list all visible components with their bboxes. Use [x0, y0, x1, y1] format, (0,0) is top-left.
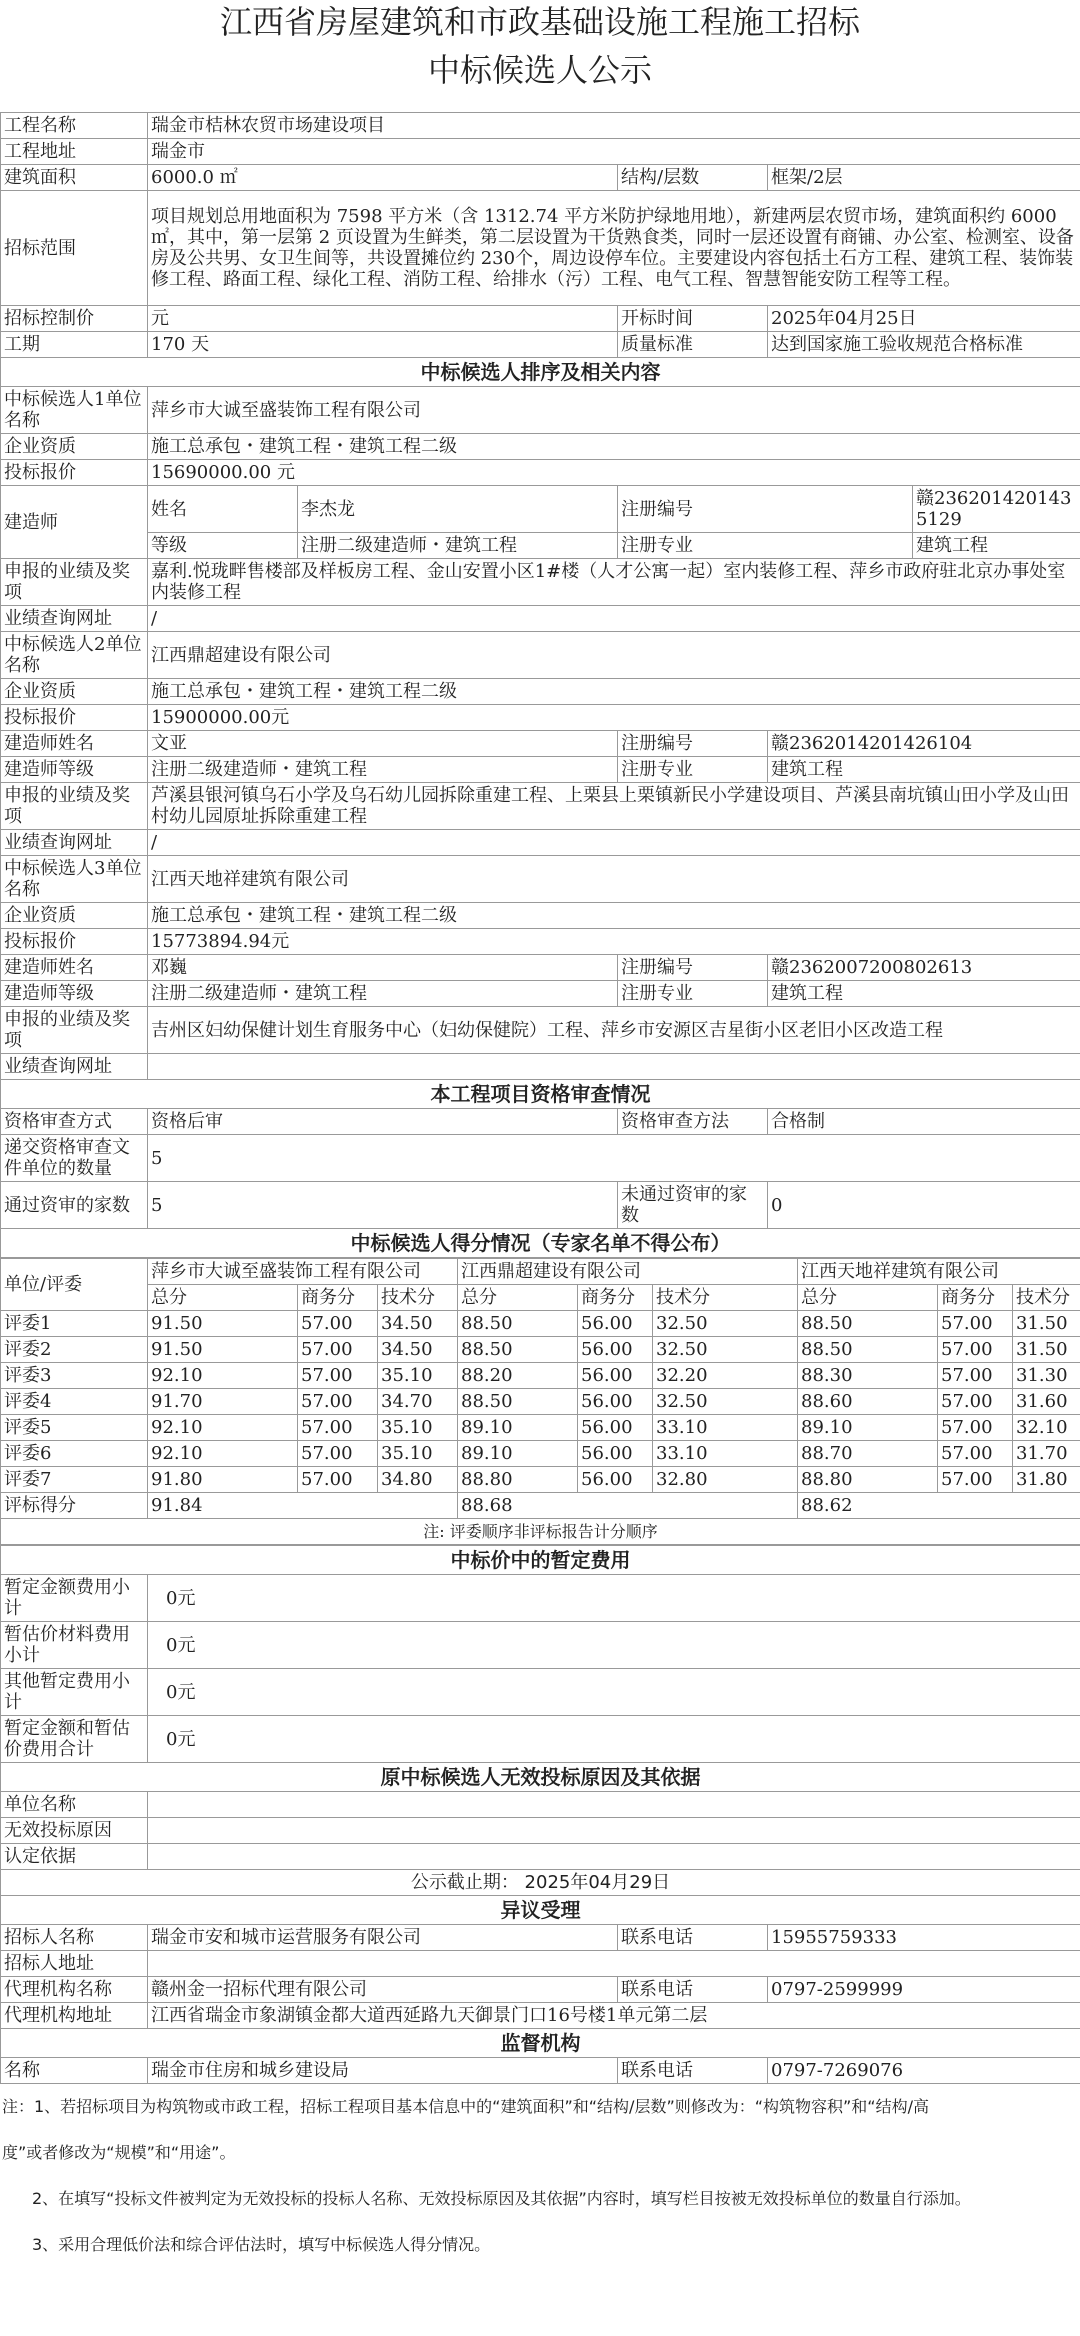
- tenderer-tel: 15955759333: [768, 1925, 1080, 1951]
- score-cell: 56.00: [578, 1467, 653, 1493]
- score-cell: 57.00: [298, 1441, 378, 1467]
- score-cell: 56.00: [578, 1337, 653, 1363]
- score-cell: 91.80: [148, 1467, 298, 1493]
- section-invalid-heading: 原中标候选人无效投标原因及其依据: [1, 1763, 1080, 1792]
- score-cell: 57.00: [298, 1363, 378, 1389]
- provisional-label: 暂估价材料费用小计: [1, 1622, 148, 1669]
- final-score: 88.62: [798, 1493, 1080, 1519]
- score-row: [1, 1337, 1080, 1363]
- candidate2-performance-label: 申报的业绩及奖项: [1, 783, 148, 830]
- agent: 赣州金一招标代理有限公司: [148, 1977, 618, 2003]
- score-row: [1, 1415, 1080, 1441]
- notice-subtitle: 中标候选人公示: [427, 51, 652, 89]
- footnote-1: 注：1、若招标项目为构筑物或市政工程，招标工程项目基本信息中的“建筑面积”和“结构/层数”则修改为：“构筑物容积”和“结构/高: [2, 2097, 929, 2116]
- judge-label: 评委3: [1, 1363, 148, 1389]
- judge-label: 评委5: [1, 1415, 148, 1441]
- candidate1-performance: 嘉利.悦珑畔售楼部及样板房工程、金山安置小区1#楼（人才公寓一起）室内装修工程、萍乡市政府驻北京办事处室内装修工程: [148, 559, 1080, 606]
- score-cell: 35.10: [378, 1363, 458, 1389]
- period: 170 天: [148, 332, 618, 358]
- section-score-heading: 中标候选人得分情况（专家名单不得公布）: [1, 1229, 1080, 1258]
- candidate3-qualification-label: 企业资质: [1, 903, 148, 929]
- project-name-label: 工程名称: [1, 113, 148, 139]
- final-score: 91.84: [148, 1493, 458, 1519]
- candidate2-level: 注册二级建造师・建筑工程: [148, 757, 618, 783]
- score-cell: 57.00: [298, 1389, 378, 1415]
- score-cell: 57.00: [938, 1389, 1013, 1415]
- candidate3-performance: 吉州区妇幼保健计划生育服务中心（妇幼保健院）工程、萍乡市安源区吉星街小区老旧小区改造工程: [148, 1007, 1080, 1054]
- quality: 达到国家施工验收规范合格标准: [768, 332, 1080, 358]
- invalid-reason-label: 无效投标原因: [1, 1818, 148, 1844]
- tenderer: 瑞金市安和城市运营服务有限公司: [148, 1925, 618, 1951]
- score-cell: 91.50: [148, 1337, 298, 1363]
- quality-label: 质量标准: [618, 332, 768, 358]
- candidate2-qualification: 施工总承包・建筑工程・建筑工程二级: [148, 679, 1080, 705]
- candidate3-url-label: 业绩查询网址: [1, 1054, 148, 1080]
- review-mode-label: 资格审查方式: [1, 1109, 148, 1135]
- score-judge-header: 单位/评委: [1, 1259, 148, 1311]
- candidate2-architect-name-label: 建造师姓名: [1, 731, 148, 757]
- candidate2-reg-key: 注册编号: [618, 731, 768, 757]
- candidate3-architect-name-label: 建造师姓名: [1, 955, 148, 981]
- tenderer-address-label: 招标人地址: [1, 1951, 148, 1977]
- candidate1-url-label: 业绩查询网址: [1, 606, 148, 632]
- score-subheader: 商务分: [578, 1285, 653, 1311]
- provisional-value: 0元: [148, 1622, 1080, 1669]
- footnote-2: 2、在填写“投标文件被判定为无效投标的投标人名称、无效投标原因及其依据”内容时，填写栏目按被无效投标单位的数量自行添加。: [32, 2189, 971, 2208]
- review-pass-label: 通过资审的家数: [1, 1182, 148, 1229]
- candidate2-reg: 赣2362014201426104: [768, 731, 1080, 757]
- score-row: [1, 1441, 1080, 1467]
- score-cell: 56.00: [578, 1363, 653, 1389]
- judge-label: 评委6: [1, 1441, 148, 1467]
- candidate3-level-label: 建造师等级: [1, 981, 148, 1007]
- score-cell: 89.10: [798, 1415, 938, 1441]
- candidate2-url-label: 业绩查询网址: [1, 830, 148, 856]
- tenderer-label: 招标人名称: [1, 1925, 148, 1951]
- score-cell: 92.10: [148, 1441, 298, 1467]
- score-cell: 31.60: [1013, 1389, 1080, 1415]
- score-cell: 91.70: [148, 1389, 298, 1415]
- candidate2-major-key: 注册专业: [618, 757, 768, 783]
- building-area: 6000.0 ㎡: [148, 165, 618, 191]
- candidate3-label: 中标候选人3单位名称: [1, 856, 148, 903]
- score-subheader: 技术分: [378, 1285, 458, 1311]
- score-row: [1, 1389, 1080, 1415]
- agent-tel: 0797-2599999: [768, 1977, 1080, 2003]
- candidate1-major: 建筑工程: [913, 533, 1080, 559]
- supervisor-tel: 0797-7269076: [768, 2058, 1080, 2084]
- score-cell: 57.00: [298, 1467, 378, 1493]
- score-cell: 33.10: [653, 1415, 798, 1441]
- score-cell: 32.50: [653, 1311, 798, 1337]
- candidate2-major: 建筑工程: [768, 757, 1080, 783]
- candidate2-performance: 芦溪县银河镇乌石小学及乌石幼儿园拆除重建工程、上栗县上栗镇新民小学建设项目、芦溪县南坑镇山田小学及山田村幼儿园原址拆除重建工程: [148, 783, 1080, 830]
- score-cell: 57.00: [938, 1467, 1013, 1493]
- score-subheader: 商务分: [938, 1285, 1013, 1311]
- section-objection-heading: 异议受理: [1, 1896, 1080, 1925]
- score-note: 注: 评委顺序非评标报告计分顺序: [1, 1519, 1080, 1545]
- footnotes: [0, 2084, 1080, 2268]
- judge-label: 评委7: [1, 1467, 148, 1493]
- candidate2-name: 江西鼎超建设有限公司: [148, 632, 1080, 679]
- score-subheader: 总分: [798, 1285, 938, 1311]
- agent-address: 江西省瑞金市象湖镇金都大道西延路九天御景门口16号楼1单元第二层: [148, 2003, 1080, 2029]
- score-cell: 89.10: [458, 1415, 578, 1441]
- candidate1-level-key: 等级: [148, 533, 298, 559]
- score-table: [0, 1258, 1080, 1545]
- score-cell: 56.00: [578, 1441, 653, 1467]
- invalid-basis-label: 认定依据: [1, 1844, 148, 1870]
- score-cell: 88.20: [458, 1363, 578, 1389]
- candidate1-qualification-label: 企业资质: [1, 434, 148, 460]
- candidate1-level: 注册二级建造师・建筑工程: [298, 533, 618, 559]
- score-row: [1, 1363, 1080, 1389]
- score-cell: 88.50: [458, 1389, 578, 1415]
- score-cell: 57.00: [298, 1311, 378, 1337]
- score-cell: 88.50: [798, 1337, 938, 1363]
- score-cell: 31.70: [1013, 1441, 1080, 1467]
- supervisor-label: 名称: [1, 2058, 148, 2084]
- agent-address-label: 代理机构地址: [1, 2003, 148, 2029]
- publicity-deadline: 公示截止期： 2025年04月29日: [1, 1870, 1080, 1896]
- candidate2-architect-name: 文亚: [148, 731, 618, 757]
- score-cell: 56.00: [578, 1389, 653, 1415]
- candidate1-architect-label: 建造师: [1, 486, 148, 559]
- score-company-header: 江西鼎超建设有限公司: [458, 1259, 798, 1285]
- section-ranking-heading: 中标候选人排序及相关内容: [1, 358, 1080, 387]
- candidate3-url: [148, 1054, 1080, 1080]
- supervisor: 瑞金市住房和城乡建设局: [148, 2058, 618, 2084]
- supervisor-tel-label: 联系电话: [618, 2058, 768, 2084]
- score-cell: 31.30: [1013, 1363, 1080, 1389]
- period-label: 工期: [1, 332, 148, 358]
- candidate2-label: 中标候选人2单位名称: [1, 632, 148, 679]
- provisional-value: 0元: [148, 1669, 1080, 1716]
- scope-label: 招标范围: [1, 191, 148, 306]
- score-cell: 57.00: [298, 1337, 378, 1363]
- candidate1-name: 萍乡市大诚至盛装饰工程有限公司: [148, 387, 1080, 434]
- candidate3-major: 建筑工程: [768, 981, 1080, 1007]
- candidate3-name: 江西天地祥建筑有限公司: [148, 856, 1080, 903]
- score-cell: 57.00: [938, 1441, 1013, 1467]
- agent-tel-label: 联系电话: [618, 1977, 768, 2003]
- score-cell: 33.10: [653, 1441, 798, 1467]
- score-cell: 32.20: [653, 1363, 798, 1389]
- review-method-label: 资格审查方法: [618, 1109, 768, 1135]
- score-cell: 32.10: [1013, 1415, 1080, 1441]
- score-cell: 88.50: [458, 1337, 578, 1363]
- candidate1-major-key: 注册专业: [618, 533, 913, 559]
- agent-label: 代理机构名称: [1, 1977, 148, 2003]
- footnote-1-cont: 度”或者修改为“规模”和“用途”。: [2, 2143, 236, 2162]
- candidate1-url: /: [148, 606, 1080, 632]
- score-cell: 92.10: [148, 1415, 298, 1441]
- score-cell: 88.50: [458, 1311, 578, 1337]
- score-subheader: 总分: [458, 1285, 578, 1311]
- candidate3-major-key: 注册专业: [618, 981, 768, 1007]
- score-cell: 34.70: [378, 1389, 458, 1415]
- score-cell: 88.60: [798, 1389, 938, 1415]
- open-time: 2025年04月25日: [768, 306, 1080, 332]
- structure-label: 结构/层数: [618, 165, 768, 191]
- provisional-label: 其他暂定费用小计: [1, 1669, 148, 1716]
- candidate3-reg: 赣2362007200802613: [768, 955, 1080, 981]
- score-cell: 34.80: [378, 1467, 458, 1493]
- footnote-3: 3、采用合理低价法和综合评估法时，填写中标候选人得分情况。: [32, 2235, 491, 2254]
- candidate3-reg-key: 注册编号: [618, 955, 768, 981]
- candidate2-qualification-label: 企业资质: [1, 679, 148, 705]
- candidate3-bid-label: 投标报价: [1, 929, 148, 955]
- score-cell: 32.50: [653, 1389, 798, 1415]
- judge-label: 评委1: [1, 1311, 148, 1337]
- provisional-label: 暂定金额和暂估价费用合计: [1, 1716, 148, 1763]
- final-score: 88.68: [458, 1493, 798, 1519]
- bottom-table: [0, 1545, 1080, 2084]
- candidate1-name-key: 姓名: [148, 486, 298, 533]
- score-cell: 88.80: [798, 1467, 938, 1493]
- score-company-header: 江西天地祥建筑有限公司: [798, 1259, 1080, 1285]
- candidate1-label: 中标候选人1单位名称: [1, 387, 148, 434]
- judge-label: 评委4: [1, 1389, 148, 1415]
- candidate2-bid: 15900000.00元: [148, 705, 1080, 731]
- score-cell: 32.50: [653, 1337, 798, 1363]
- candidate1-reg-key: 注册编号: [618, 486, 913, 533]
- score-subheader: 技术分: [653, 1285, 798, 1311]
- candidate1-performance-label: 申报的业绩及奖项: [1, 559, 148, 606]
- review-method: 合格制: [768, 1109, 1080, 1135]
- section-supervision-heading: 监督机构: [1, 2029, 1080, 2058]
- candidate1-qualification: 施工总承包・建筑工程・建筑工程二级: [148, 434, 1080, 460]
- score-subheader: 技术分: [1013, 1285, 1080, 1311]
- score-cell: 34.50: [378, 1311, 458, 1337]
- candidate2-level-label: 建造师等级: [1, 757, 148, 783]
- invalid-basis: [148, 1844, 1080, 1870]
- candidate3-level: 注册二级建造师・建筑工程: [148, 981, 618, 1007]
- candidate3-performance-label: 申报的业绩及奖项: [1, 1007, 148, 1054]
- review-fail: 0: [768, 1182, 1080, 1229]
- judge-label: 评委2: [1, 1337, 148, 1363]
- notice-table: [0, 112, 1080, 1258]
- score-cell: 35.10: [378, 1415, 458, 1441]
- score-cell: 88.50: [798, 1311, 938, 1337]
- invalid-unit-label: 单位名称: [1, 1792, 148, 1818]
- score-cell: 92.10: [148, 1363, 298, 1389]
- project-address-label: 工程地址: [1, 139, 148, 165]
- invalid-reason: [148, 1818, 1080, 1844]
- score-cell: 57.00: [298, 1415, 378, 1441]
- score-cell: 56.00: [578, 1311, 653, 1337]
- candidate1-bid: 15690000.00 元: [148, 460, 1080, 486]
- candidate3-qualification: 施工总承包・建筑工程・建筑工程二级: [148, 903, 1080, 929]
- score-cell: 32.80: [653, 1467, 798, 1493]
- open-time-label: 开标时间: [618, 306, 768, 332]
- candidate2-url: /: [148, 830, 1080, 856]
- control-price-label: 招标控制价: [1, 306, 148, 332]
- building-area-label: 建筑面积: [1, 165, 148, 191]
- score-cell: 57.00: [938, 1337, 1013, 1363]
- review-mode: 资格后审: [148, 1109, 618, 1135]
- final-score-label: 评标得分: [1, 1493, 148, 1519]
- review-fail-label: 未通过资审的家数: [618, 1182, 768, 1229]
- candidate2-bid-label: 投标报价: [1, 705, 148, 731]
- section-provisional-heading: 中标价中的暂定费用: [1, 1546, 1080, 1575]
- candidate1-architect-name: 李杰龙: [298, 486, 618, 533]
- score-cell: 34.50: [378, 1337, 458, 1363]
- tenderer-tel-label: 联系电话: [618, 1925, 768, 1951]
- score-cell: 57.00: [938, 1415, 1013, 1441]
- review-submit-label: 递交资格审查文件单位的数量: [1, 1135, 148, 1182]
- candidate1-reg: 赣2362014201435129: [913, 486, 1080, 533]
- notice-title: 江西省房屋建筑和市政基础设施工程施工招标: [219, 3, 860, 41]
- score-cell: 57.00: [938, 1311, 1013, 1337]
- section-review-heading: 本工程项目资格审查情况: [1, 1080, 1080, 1109]
- score-cell: 31.80: [1013, 1467, 1080, 1493]
- score-subheader: 总分: [148, 1285, 298, 1311]
- score-cell: 31.50: [1013, 1337, 1080, 1363]
- candidate3-bid: 15773894.94元: [148, 929, 1080, 955]
- score-row: [1, 1467, 1080, 1493]
- project-address: 瑞金市: [148, 139, 1080, 165]
- score-cell: 31.50: [1013, 1311, 1080, 1337]
- control-price: 元: [148, 306, 618, 332]
- score-cell: 91.50: [148, 1311, 298, 1337]
- score-cell: 88.80: [458, 1467, 578, 1493]
- candidate3-architect-name: 邓巍: [148, 955, 618, 981]
- score-cell: 88.70: [798, 1441, 938, 1467]
- score-row: [1, 1311, 1080, 1337]
- candidate1-bid-label: 投标报价: [1, 460, 148, 486]
- review-submit: 5: [148, 1135, 1080, 1182]
- score-cell: 88.30: [798, 1363, 938, 1389]
- scope: 项目规划总用地面积为 7598 平方米（含 1312.74 平方米防护绿地用地），新建两层农贸市场，建筑面积约 6000 ㎡，其中，第一层第 2 页设置为生鲜类，第二层设置为干货熟食类，同时一层还设置有商铺、办公室、检测室、设备房及公共男、女卫生间等，共设置摊位约 230个，周边设停车位。主要建设内容包括土石方工程、建筑工程、装饰装修工程、路面工程、绿化工程、消防工程、给排水（污）工程、电气工程、智慧智能安防工程等工程。: [148, 191, 1080, 306]
- project-name: 瑞金市桔林农贸市场建设项目: [148, 113, 1080, 139]
- score-cell: 35.10: [378, 1441, 458, 1467]
- score-company-header: 萍乡市大诚至盛装饰工程有限公司: [148, 1259, 458, 1285]
- invalid-unit: [148, 1792, 1080, 1818]
- provisional-value: 0元: [148, 1575, 1080, 1622]
- score-subheader: 商务分: [298, 1285, 378, 1311]
- score-cell: 89.10: [458, 1441, 578, 1467]
- tenderer-address: [148, 1951, 1080, 1977]
- score-cell: 57.00: [938, 1363, 1013, 1389]
- provisional-value: 0元: [148, 1716, 1080, 1763]
- structure: 框架/2层: [768, 165, 1080, 191]
- review-pass: 5: [148, 1182, 618, 1229]
- score-cell: 56.00: [578, 1415, 653, 1441]
- provisional-label: 暂定金额费用小计: [1, 1575, 148, 1622]
